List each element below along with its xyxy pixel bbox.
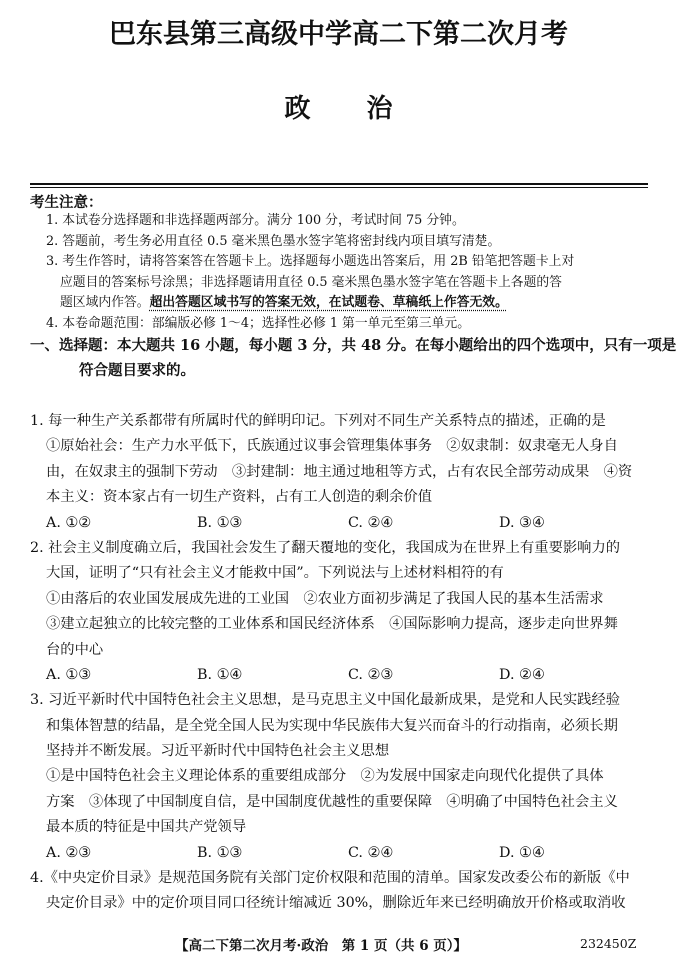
divider-thick bbox=[30, 183, 648, 185]
option-d: D. ②④ bbox=[499, 666, 545, 683]
footer-page-info: 【高二下第二次月考·政治 第 1 页（共 6 页）】 bbox=[175, 938, 468, 954]
question-4-stem: 央定价目录》中的定价项目同口径统计缩减近 30%，删除近年来已经明确放开价格或取消收 bbox=[46, 895, 626, 912]
notice-item: 应题目的答案标号涂黑；非选择题请用直径 0.5 毫米黑色墨水签字笔在答题卡上各题的答 bbox=[60, 274, 562, 290]
subject-char-2: 治 bbox=[366, 94, 393, 124]
question-3-stem: 坚持并不断发展。习近平新时代中国特色社会主义思想 bbox=[46, 743, 390, 760]
notice-list bbox=[46, 211, 652, 335]
exam-title: 巴东县第三高级中学高二下第二次月考 bbox=[109, 19, 568, 50]
question-3-text: 最本质的特征是中国共产党领导 bbox=[46, 819, 247, 836]
option-b: B. ①④ bbox=[197, 666, 243, 683]
question-3-options bbox=[30, 841, 650, 866]
question-1-text: ①原始社会：生产力水平低下，氏族通过议事会管理集体事务 ②奴隶制：奴隶毫无人身自 bbox=[46, 438, 618, 455]
section-heading bbox=[30, 333, 677, 384]
question-4-stem: 4.《中央定价目录》是规范国务院有关部门定价权限和范围的清单。国家发改委公布的新版《中 bbox=[30, 870, 630, 887]
question-3-stem: 和集体智慧的结晶，是全党全国人民为实现中华民族伟大复兴而奋斗的行动指南，必须长期 bbox=[46, 717, 618, 734]
question-2-stem: 2. 社会主义制度确立后，我国社会发生了翻天覆地的变化，我国成为在世界上有重要影响力的 bbox=[30, 539, 621, 556]
option-d: D. ①④ bbox=[499, 844, 545, 861]
question-2-options bbox=[30, 663, 650, 688]
notice-heading: 考生注意： bbox=[30, 194, 103, 211]
notice-emphasis: 超出答题区域书写的答案无效，在试题卷、草稿纸上作答无效。 bbox=[149, 295, 508, 311]
option-c: C. ②④ bbox=[348, 514, 394, 531]
section-line: 符合题目要求的。 bbox=[79, 362, 195, 380]
notice-item: 3. 考生作答时，请将答案答在答题卡上。选择题每小题选出答案后，用 2B 铅笔把答题卡上对 bbox=[46, 254, 575, 270]
question-1-stem: 1. 每一种生产关系都带有所属时代的鲜明印记。下列对不同生产关系特点的描述，正确的是 bbox=[30, 413, 606, 429]
option-b: B. ①③ bbox=[197, 844, 243, 861]
option-a: A. ①③ bbox=[46, 666, 92, 683]
question-1-text: 由，在奴隶主的强制下劳动 ③封建制：地主通过地租等方式，占有农民全部劳动成果 ④资 bbox=[46, 463, 633, 480]
question-3-stem: 3. 习近平新时代中国特色社会主义思想，是马克思主义中国化最新成果，是党和人民实践经验 bbox=[30, 692, 621, 709]
question-2-text: ①由落后的农业国发展成先进的工业国 ②农业方面初步满足了我国人民的基本生活需求 bbox=[46, 590, 604, 607]
option-b: B. ①③ bbox=[197, 514, 243, 531]
question-2-stem: 大国，证明了“只有社会主义才能救中国”。下列说法与上述材料相符的有 bbox=[46, 565, 504, 582]
question-2-text: ③建立起独立的比较完整的工业体系和国民经济体系 ④国际影响力提高，逐步走向世界舞 bbox=[46, 616, 618, 633]
option-c: C. ②③ bbox=[348, 666, 394, 683]
section-line: 一、选择题：本大题共 16 小题，每小题 3 分，共 48 分。在每小题给出的四个选项中，只有一项是 bbox=[30, 337, 677, 354]
option-d: D. ③④ bbox=[499, 514, 545, 531]
notice-item: 2. 答题前，考生务必用直径 0.5 毫米黑色墨水签字笔将密封线内项目填写清楚。 bbox=[46, 233, 501, 249]
question-3-text: 方案 ③体现了中国制度自信，是中国制度优越性的重要保障 ④明确了中国特色社会主义 bbox=[46, 793, 618, 810]
option-a: A. ②③ bbox=[46, 844, 92, 861]
notice-item: 4. 本卷命题范围：部编版必修 1～4；选择性必修 1 第一单元至第三单元。 bbox=[46, 315, 471, 331]
notice-item: 1. 本试卷分选择题和非选择题两部分。满分 100 分，考试时间 75 分钟。 bbox=[46, 213, 465, 228]
subject-title bbox=[0, 88, 677, 125]
option-c: C. ②④ bbox=[348, 844, 394, 861]
question-3-text: ①是中国特色社会主义理论体系的重要组成部分 ②为发展中国家走向现代化提供了具体 bbox=[46, 768, 604, 785]
question-1-options bbox=[30, 511, 650, 536]
notice-text: 题区域内作答。 bbox=[60, 295, 150, 311]
question-2-text: 台的中心 bbox=[46, 641, 104, 658]
footer-code: 232450Z bbox=[580, 936, 637, 951]
option-a: A. ①② bbox=[46, 514, 92, 531]
subject-char-1: 政 bbox=[284, 94, 311, 124]
divider-thin bbox=[30, 187, 648, 188]
question-1-text: 本主义：资本家占有一切生产资料，占有工人创造的剩余价值 bbox=[46, 489, 433, 506]
notice-item bbox=[46, 293, 652, 314]
questions bbox=[30, 409, 650, 917]
